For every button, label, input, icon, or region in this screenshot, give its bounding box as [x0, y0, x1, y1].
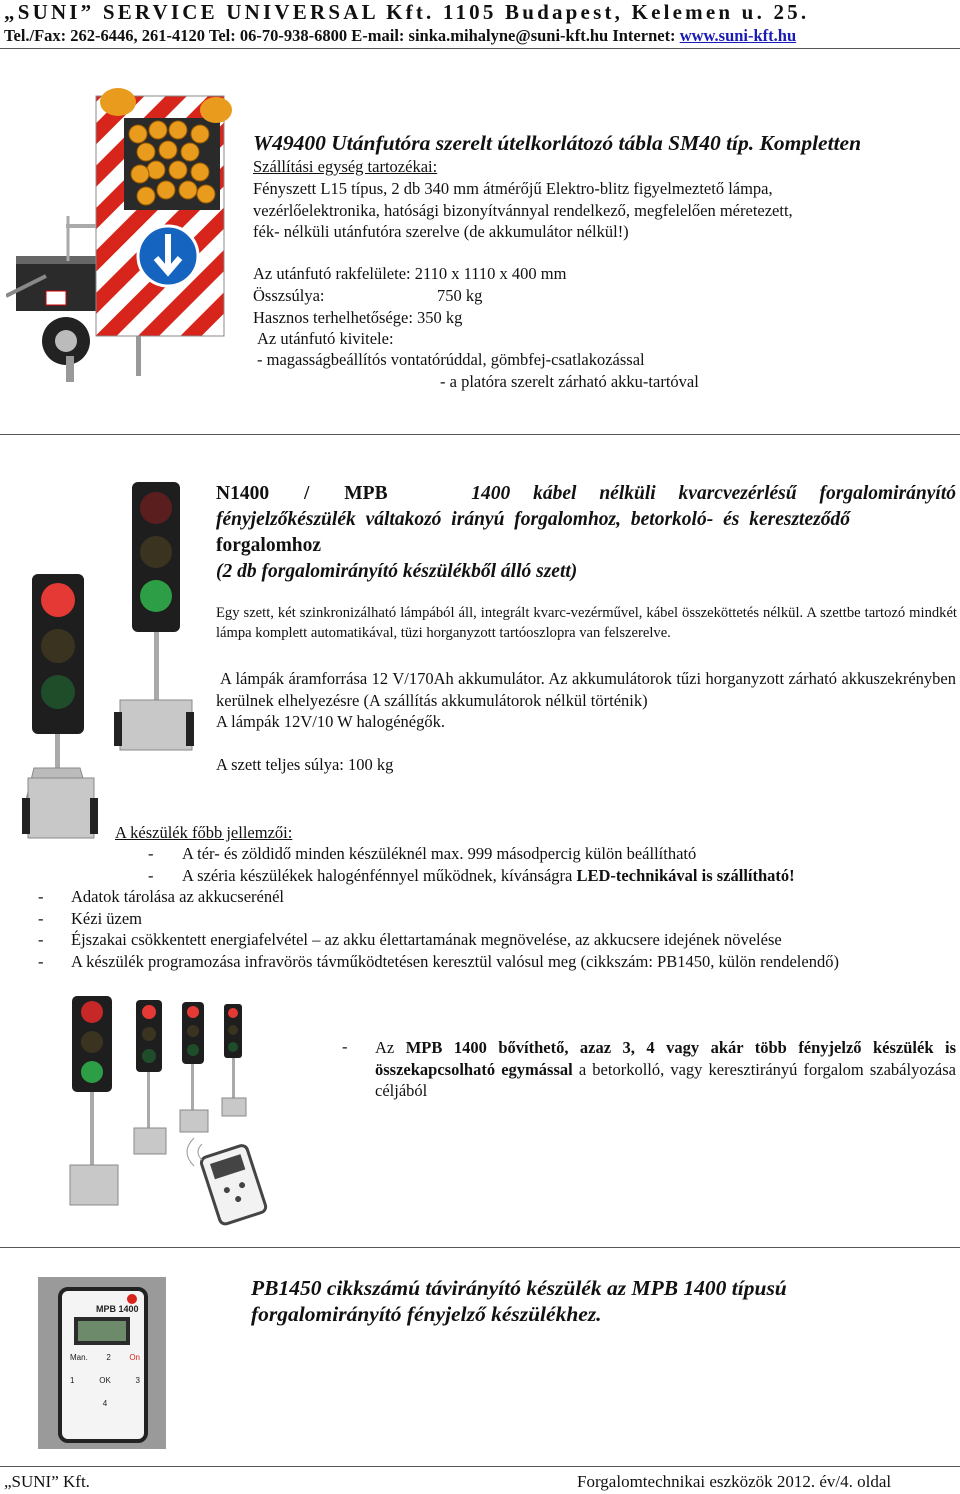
expand-bullet-dash: -: [342, 1037, 348, 1056]
four-lights-remote-image: [62, 990, 288, 1226]
feature-sub-item-led: [182, 866, 795, 886]
section2-title-line4: (2 db forgalomirányító készülékből álló szett): [216, 561, 578, 582]
feature-led-bold: LED-technikával is szállítható!: [576, 866, 795, 885]
expandability-text: [375, 1037, 956, 1102]
website-link[interactable]: www.suni-kft.hu: [679, 26, 797, 45]
bulbs-description: A lámpák 12V/10 W halogénégők.: [216, 712, 445, 731]
feature-item: Adatok tárolása az akkucserénél: [71, 887, 285, 906]
section2-title-code: N1400 / MPB: [216, 483, 388, 504]
trailer-sign-image: [6, 86, 234, 382]
remote-keypad: [70, 1353, 140, 1408]
section1-desc-2: vezérlőelektronika, hatósági bizonyítvánnyal rendelkező, megfelelően méretezett,: [253, 201, 793, 220]
bullet-dash: -: [38, 952, 44, 971]
section1-subtitle: Szállítási egység tartozékai:: [253, 157, 438, 176]
section1-desc-3: fék- nélküli utánfutóra szerelve (de akkumulátor nélkül!): [253, 222, 629, 241]
section1-desc-1: Fényszett L15 típus, 2 db 340 mm átmérőjű Elektro-blitz figyelmeztető lámpa,: [253, 179, 773, 198]
sub-bullet-dash: -: [148, 866, 154, 885]
expand-bold: MPB 1400 bővíthető, azaz 3, 4 vagy akár több fényjelző készülék is összekapcsolható egymással: [375, 1038, 956, 1079]
spec-total-weight-label: Összsúlya:: [253, 286, 325, 305]
remote-key-1: 1: [70, 1376, 75, 1385]
feature-item: Éjszakai csökkentett energiafelvétel – az akku élettartamának megnövelése, az akkucsere idejének növelése: [71, 930, 782, 949]
remote-control-image: [38, 1277, 166, 1449]
section2-title-line1: [216, 481, 956, 507]
company-header: „SUNI” SERVICE UNIVERSAL Kft. 1105 Budapest, Kelemen u. 25.: [4, 0, 810, 24]
spec-load-surface: Az utánfutó rakfelülete: 2110 x 1110 x 400 mm: [253, 264, 567, 283]
section2-title-line3: forgalomhoz: [216, 535, 322, 556]
section2-title: [216, 481, 956, 585]
remote-key-ok: OK: [99, 1376, 111, 1385]
contact-line: [4, 26, 796, 46]
contact-text: Tel./Fax: 262-6446, 261-4120 Tel: 06-70-938-6800 E-mail: sinka.mihalyne@suni-kft.hu Internet:: [4, 26, 680, 45]
section1-title: W49400 Utánfutóra szerelt útelkorlátozó tábla SM40 típ. Kompletten: [253, 131, 862, 155]
section2-title-rest: 1400 kábel nélküli kvarcvezérlésű forgalomirányító: [471, 483, 956, 504]
remote-model-label: MPB 1400: [96, 1304, 139, 1314]
expand-prefix: Az: [375, 1038, 406, 1057]
remote-key-on: On: [129, 1353, 140, 1362]
section3-title-2: forgalomirányító fényjelző készülékhez.: [251, 1302, 602, 1326]
header-divider: [0, 48, 960, 49]
remote-key-manual: Man.: [70, 1353, 88, 1362]
feature-sub-item: A tér- és zöldidő minden készüléknél max. 999 másodpercig külön beállítható: [182, 844, 697, 863]
power-description: A lámpák áramforrása 12 V/170Ah akkumulátor. Az akkumulátorok tűzi horganyzott zárható akkuszekrényben kerülnek elhelyezésre (A szállítás akkumulátorok nélkül történik): [216, 669, 956, 710]
footer-divider: [0, 1466, 960, 1467]
features-heading: A készülék főbb jellemzői:: [115, 823, 293, 842]
feature-item: A készülék programozása infravörös távműködtetésen keresztül valósul meg (cikkszám: PB1450, külön rendelendő): [71, 952, 839, 971]
remote-key-row: [70, 1399, 140, 1408]
bullet-dash: -: [38, 909, 44, 928]
set-weight: A szett teljes súlya: 100 kg: [216, 755, 394, 774]
section3-title-1: PB1450 cikkszámú távirányító készülék az MPB 1400 típusú: [251, 1276, 787, 1300]
section-divider-1: [0, 434, 960, 435]
section2-title-line2: fényjelzőkészülék váltakozó irányú forgalomhoz, betorkoló- és kereszteződő: [216, 509, 850, 530]
traffic-lights-image: [20, 478, 220, 844]
spec-tow-bar: - magasságbeállítós vontatórúddal, gömbfej-csatlakozással: [257, 350, 645, 369]
bullet-dash: -: [38, 887, 44, 906]
section-divider-2: [0, 1247, 960, 1248]
footer-page-info: Forgalomtechnikai eszközök 2012. év/4. oldal: [577, 1472, 892, 1491]
bullet-dash: -: [38, 930, 44, 949]
feature-item: Kézi üzem: [71, 909, 143, 928]
remote-key-2: 2: [106, 1353, 111, 1362]
spec-payload: Hasznos terhelhetősége: 350 kg: [253, 308, 463, 327]
spec-design-label: Az utánfutó kivitele:: [257, 329, 394, 348]
remote-key-row: [70, 1353, 140, 1362]
remote-key-4: 4: [102, 1399, 108, 1408]
footer-company: „SUNI” Kft.: [4, 1472, 90, 1491]
sub-bullet-dash: -: [148, 844, 154, 863]
expand-rest: a betorkolló, vagy keresztirányú forgalom szabályozása céljából: [375, 1059, 956, 1100]
remote-key-3: 3: [135, 1376, 140, 1385]
feature-led-text: A széria készülékek halogénfénnyel működnek, kívánságra: [182, 866, 577, 885]
remote-key-row: [70, 1376, 140, 1385]
spec-total-weight-value: 750 kg: [437, 286, 483, 305]
spec-battery-holder: - a platóra szerelt zárható akku-tartóval: [440, 372, 699, 391]
set-description: Egy szett, két szinkronizálható lámpából áll, integrált kvarc-vezérművel, kábel összeköttetés nélkül. A szettbe tartozó mindkét lámpa komplett automatikával, tüzi horganyzott tartóoszlopra van felszerelve.: [216, 605, 957, 641]
